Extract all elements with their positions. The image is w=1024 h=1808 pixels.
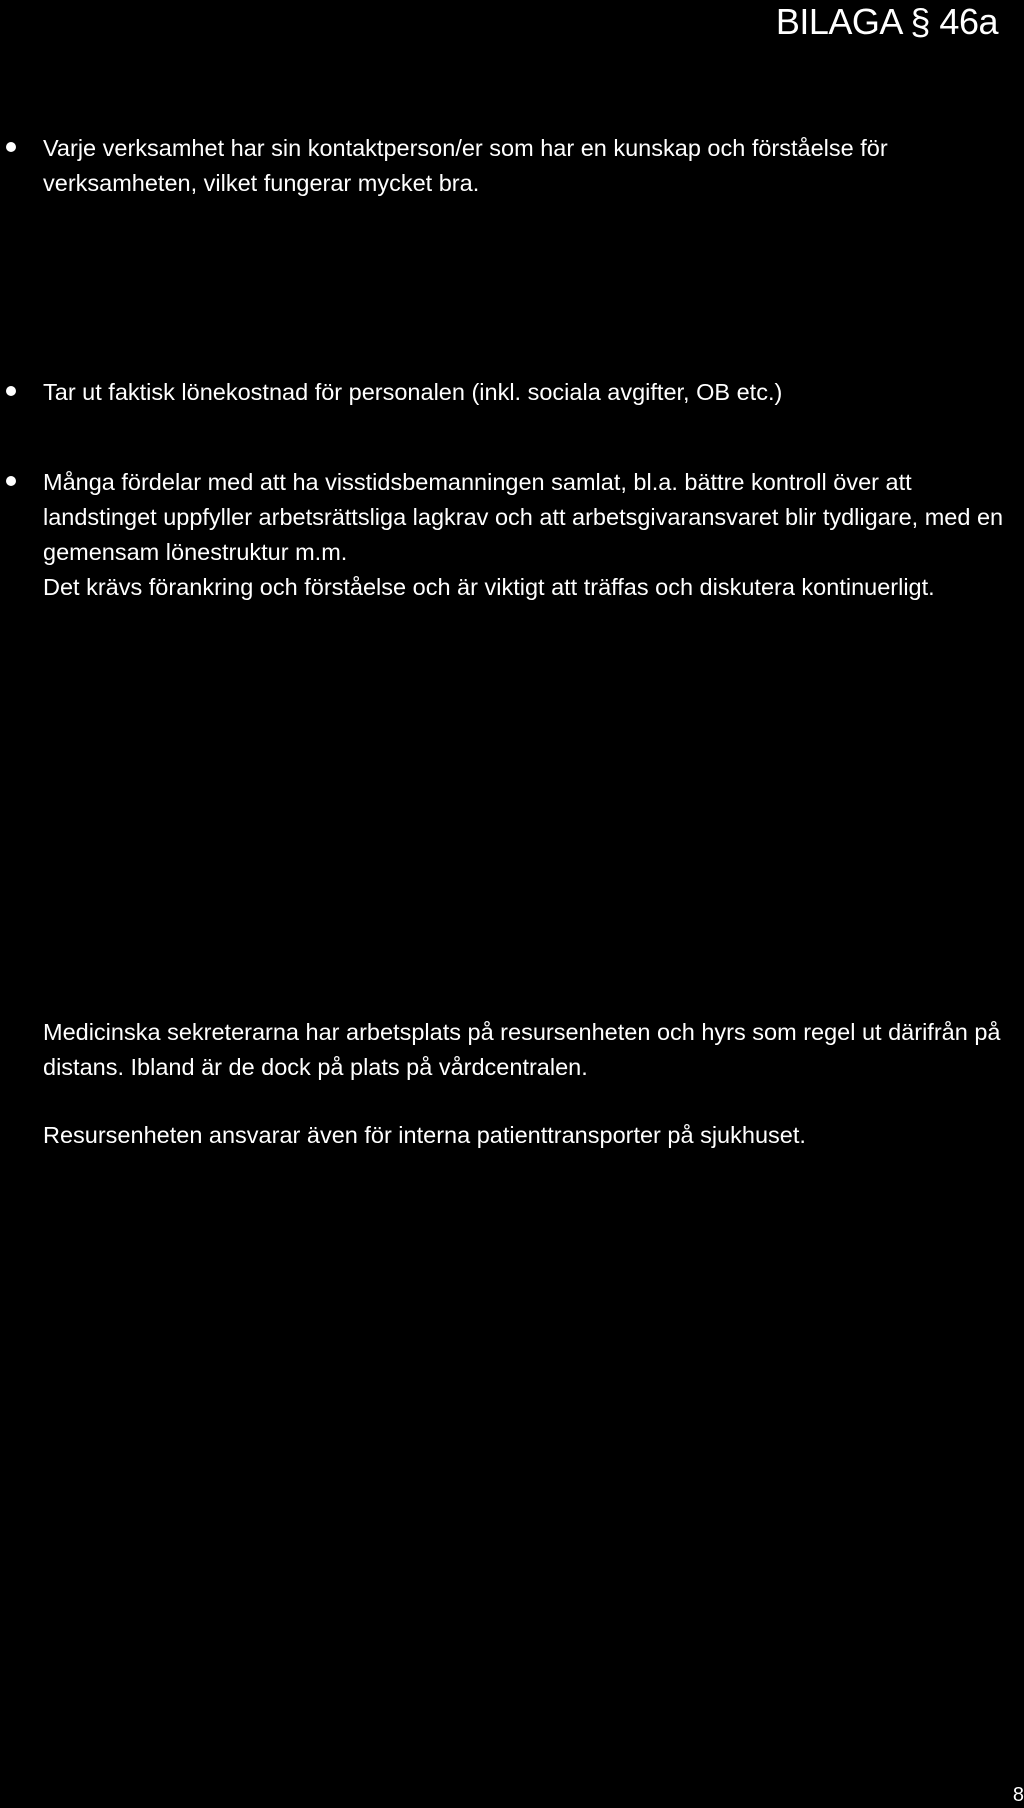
paragraph-medical-secretaries bbox=[43, 1015, 1013, 1085]
bullet-paragraph-contact-persons bbox=[43, 131, 1013, 201]
paragraph-line: Varje verksamhet har sin kontaktperson/er som har en kunskap och förståelse för bbox=[43, 135, 888, 161]
paragraph-patient-transports bbox=[43, 1118, 1013, 1153]
page-number: 8 bbox=[1012, 1784, 1024, 1806]
paragraph-line: Många fördelar med att ha visstidsbemanningen samlat, bl.a. bättre kontroll över att bbox=[43, 469, 912, 495]
paragraph-line: distans. Ibland är de dock på plats på vårdcentralen. bbox=[43, 1054, 588, 1080]
bullet-paragraph-salary-cost bbox=[43, 375, 1013, 410]
bullet-icon bbox=[6, 386, 16, 396]
appendix-header: BILAGA § 46a bbox=[775, 1, 998, 42]
paragraph-line: Tar ut faktisk lönekostnad för personalen (inkl. sociala avgifter, OB etc.) bbox=[43, 379, 783, 405]
paragraph-line: Resursenheten ansvarar även för interna patienttransporter på sjukhuset. bbox=[43, 1122, 806, 1148]
bullet-icon bbox=[6, 142, 16, 152]
bullet-paragraph-advantages bbox=[43, 465, 1013, 605]
paragraph-line: verksamheten, vilket fungerar mycket bra. bbox=[43, 170, 480, 196]
paragraph-line: Medicinska sekreterarna har arbetsplats på resursenheten och hyrs som regel ut därifrån på bbox=[43, 1019, 1001, 1045]
paragraph-line: Det krävs förankring och förståelse och är viktigt att träffas och diskutera kontinuerligt. bbox=[43, 574, 935, 600]
paragraph-line: landstinget uppfyller arbetsrättsliga lagkrav och att arbetsgivaransvaret blir tydligare, med en bbox=[43, 504, 1004, 530]
bullet-icon bbox=[6, 476, 16, 486]
paragraph-line: gemensam lönestruktur m.m. bbox=[43, 539, 348, 565]
